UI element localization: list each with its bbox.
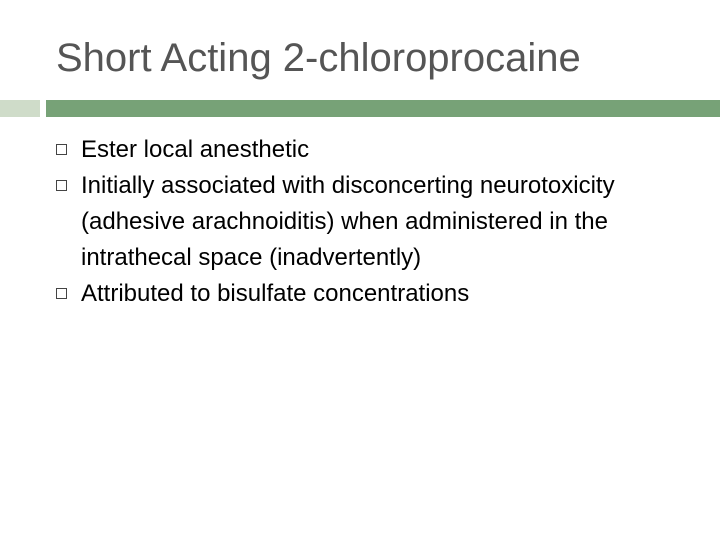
bullet-text: Ester local anesthetic <box>81 136 310 163</box>
square-bullet-icon <box>56 144 67 155</box>
bullet-list <box>56 132 656 312</box>
title-rule-bar <box>46 100 720 117</box>
title-rule-accent <box>0 100 40 117</box>
bullet-item <box>56 168 656 276</box>
bullet-item <box>56 132 656 168</box>
square-bullet-icon <box>56 288 67 299</box>
bullet-text: Attributed to bisulfate concentrations <box>81 280 470 307</box>
square-bullet-icon <box>56 180 67 191</box>
bullet-item <box>56 276 656 312</box>
bullet-text: Initially associated with disconcerting neurotoxicity (adhesive arachnoiditis) when administered in the intrathecal space (inadvertently) <box>81 172 615 271</box>
slide-title: Short Acting 2-chloroprocaine <box>56 36 581 80</box>
